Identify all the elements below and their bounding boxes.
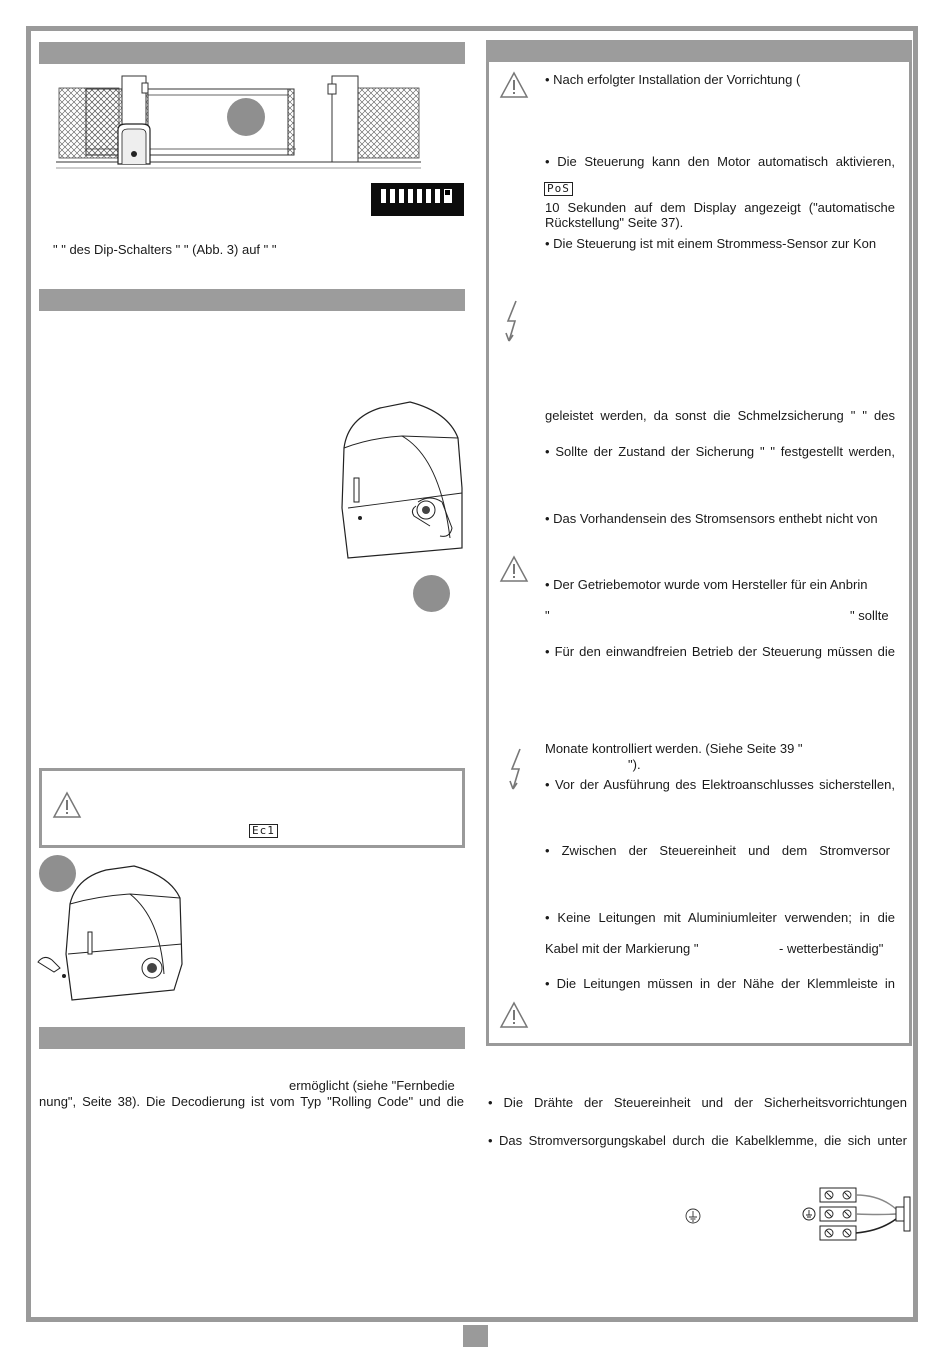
warning-getriebe: • Der Getriebemotor wurde vom Hersteller für ein Anbrin [545, 577, 868, 592]
dip-switch-block [371, 183, 464, 216]
warning-seconds: 10 Sekunden auf dem Display angezeigt ("automatische [545, 200, 895, 215]
warning-triangle-icon [499, 555, 529, 583]
remote-text-line2: nung", Seite 38). Die Decodierung ist vom Typ "Rolling Code" und die [39, 1094, 464, 1109]
warning-elektro: • Vor der Ausführung des Elektroanschlusses sicherstellen, [545, 777, 895, 792]
warning-aluminium: • Keine Leitungen mit Aluminiumleiter verwenden; in die [545, 910, 895, 925]
warning-monate: Monate kontrolliert werden. (Siehe Seite 39 " [545, 741, 803, 756]
ground-symbol-icon [685, 1208, 701, 1224]
section-header-bar-fuse [39, 289, 465, 311]
lightning-bolt-icon [506, 747, 526, 793]
terminal-block-diagram [800, 1185, 920, 1245]
warning-triangle-icon [499, 1001, 529, 1029]
page-number-tab [463, 1325, 488, 1347]
warning-quote-sollte: " sollte [850, 608, 889, 623]
lightning-bolt-icon [502, 299, 522, 345]
warning-geleistet: geleistet werden, da sonst die Schmelzsicherung " " des [545, 408, 895, 423]
gate-illustration [56, 72, 421, 172]
warning-sollte-zustand: • Sollte der Zustand der Sicherung " " festgestellt werden, [545, 444, 895, 459]
motor-unit-illustration-2 [34, 864, 194, 1004]
warning-klemmleiste: • Die Leitungen müssen in der Nähe der Klemmleiste in [545, 976, 895, 991]
warning-install: • Nach erfolgter Installation der Vorrichtung ( [545, 72, 801, 87]
lcd-display-ec1: Ec1 [249, 824, 278, 838]
dip-switch-text: " " des Dip-Schalters " " (Abb. 3) auf " " [53, 242, 277, 257]
warning-close-quote: "). [628, 757, 641, 772]
remote-text-line1: ermöglicht (siehe "Fernbedie [289, 1078, 455, 1093]
warning-sensor: • Die Steuerung ist mit einem Strommess-Sensor zur Kon [545, 236, 877, 251]
figure-number-disc [413, 575, 450, 612]
motor-unit-illustration [330, 398, 470, 568]
bullet-stromkabel: • Das Stromversorgungskabel durch die Kabelklemme, die sich unter [488, 1133, 907, 1148]
warning-vorhandensein: • Das Vorhandensein des Stromsensors enthebt nicht von [545, 511, 878, 526]
warning-triangle-icon [52, 791, 82, 819]
bullet-draehte: • Die Drähte der Steuereinheit und der Sicherheitsvorrichtungen [488, 1095, 907, 1110]
warning-kabel-left: Kabel mit der Markierung " [545, 941, 699, 956]
warning-triangle-icon [499, 71, 529, 99]
lcd-display-pos: PoS [544, 182, 573, 196]
warning-kabel-right: - wetterbeständig" [779, 941, 884, 956]
warning-rueckstellung: Rückstellung" Seite 37). [545, 215, 684, 230]
section-header-bar-gate [39, 42, 465, 64]
warning-zwischen: • Zwischen der Steuereinheit und dem Stromversor [545, 843, 890, 858]
section-header-bar-warnings [486, 40, 912, 62]
warning-motor-auto: • Die Steuerung kann den Motor automatisch aktivieren, [545, 154, 895, 169]
section-header-bar-radio [39, 1027, 465, 1049]
warning-betrieb: • Für den einwandfreien Betrieb der Steuerung müssen die [545, 644, 895, 659]
warning-quote-left: " [545, 608, 550, 623]
